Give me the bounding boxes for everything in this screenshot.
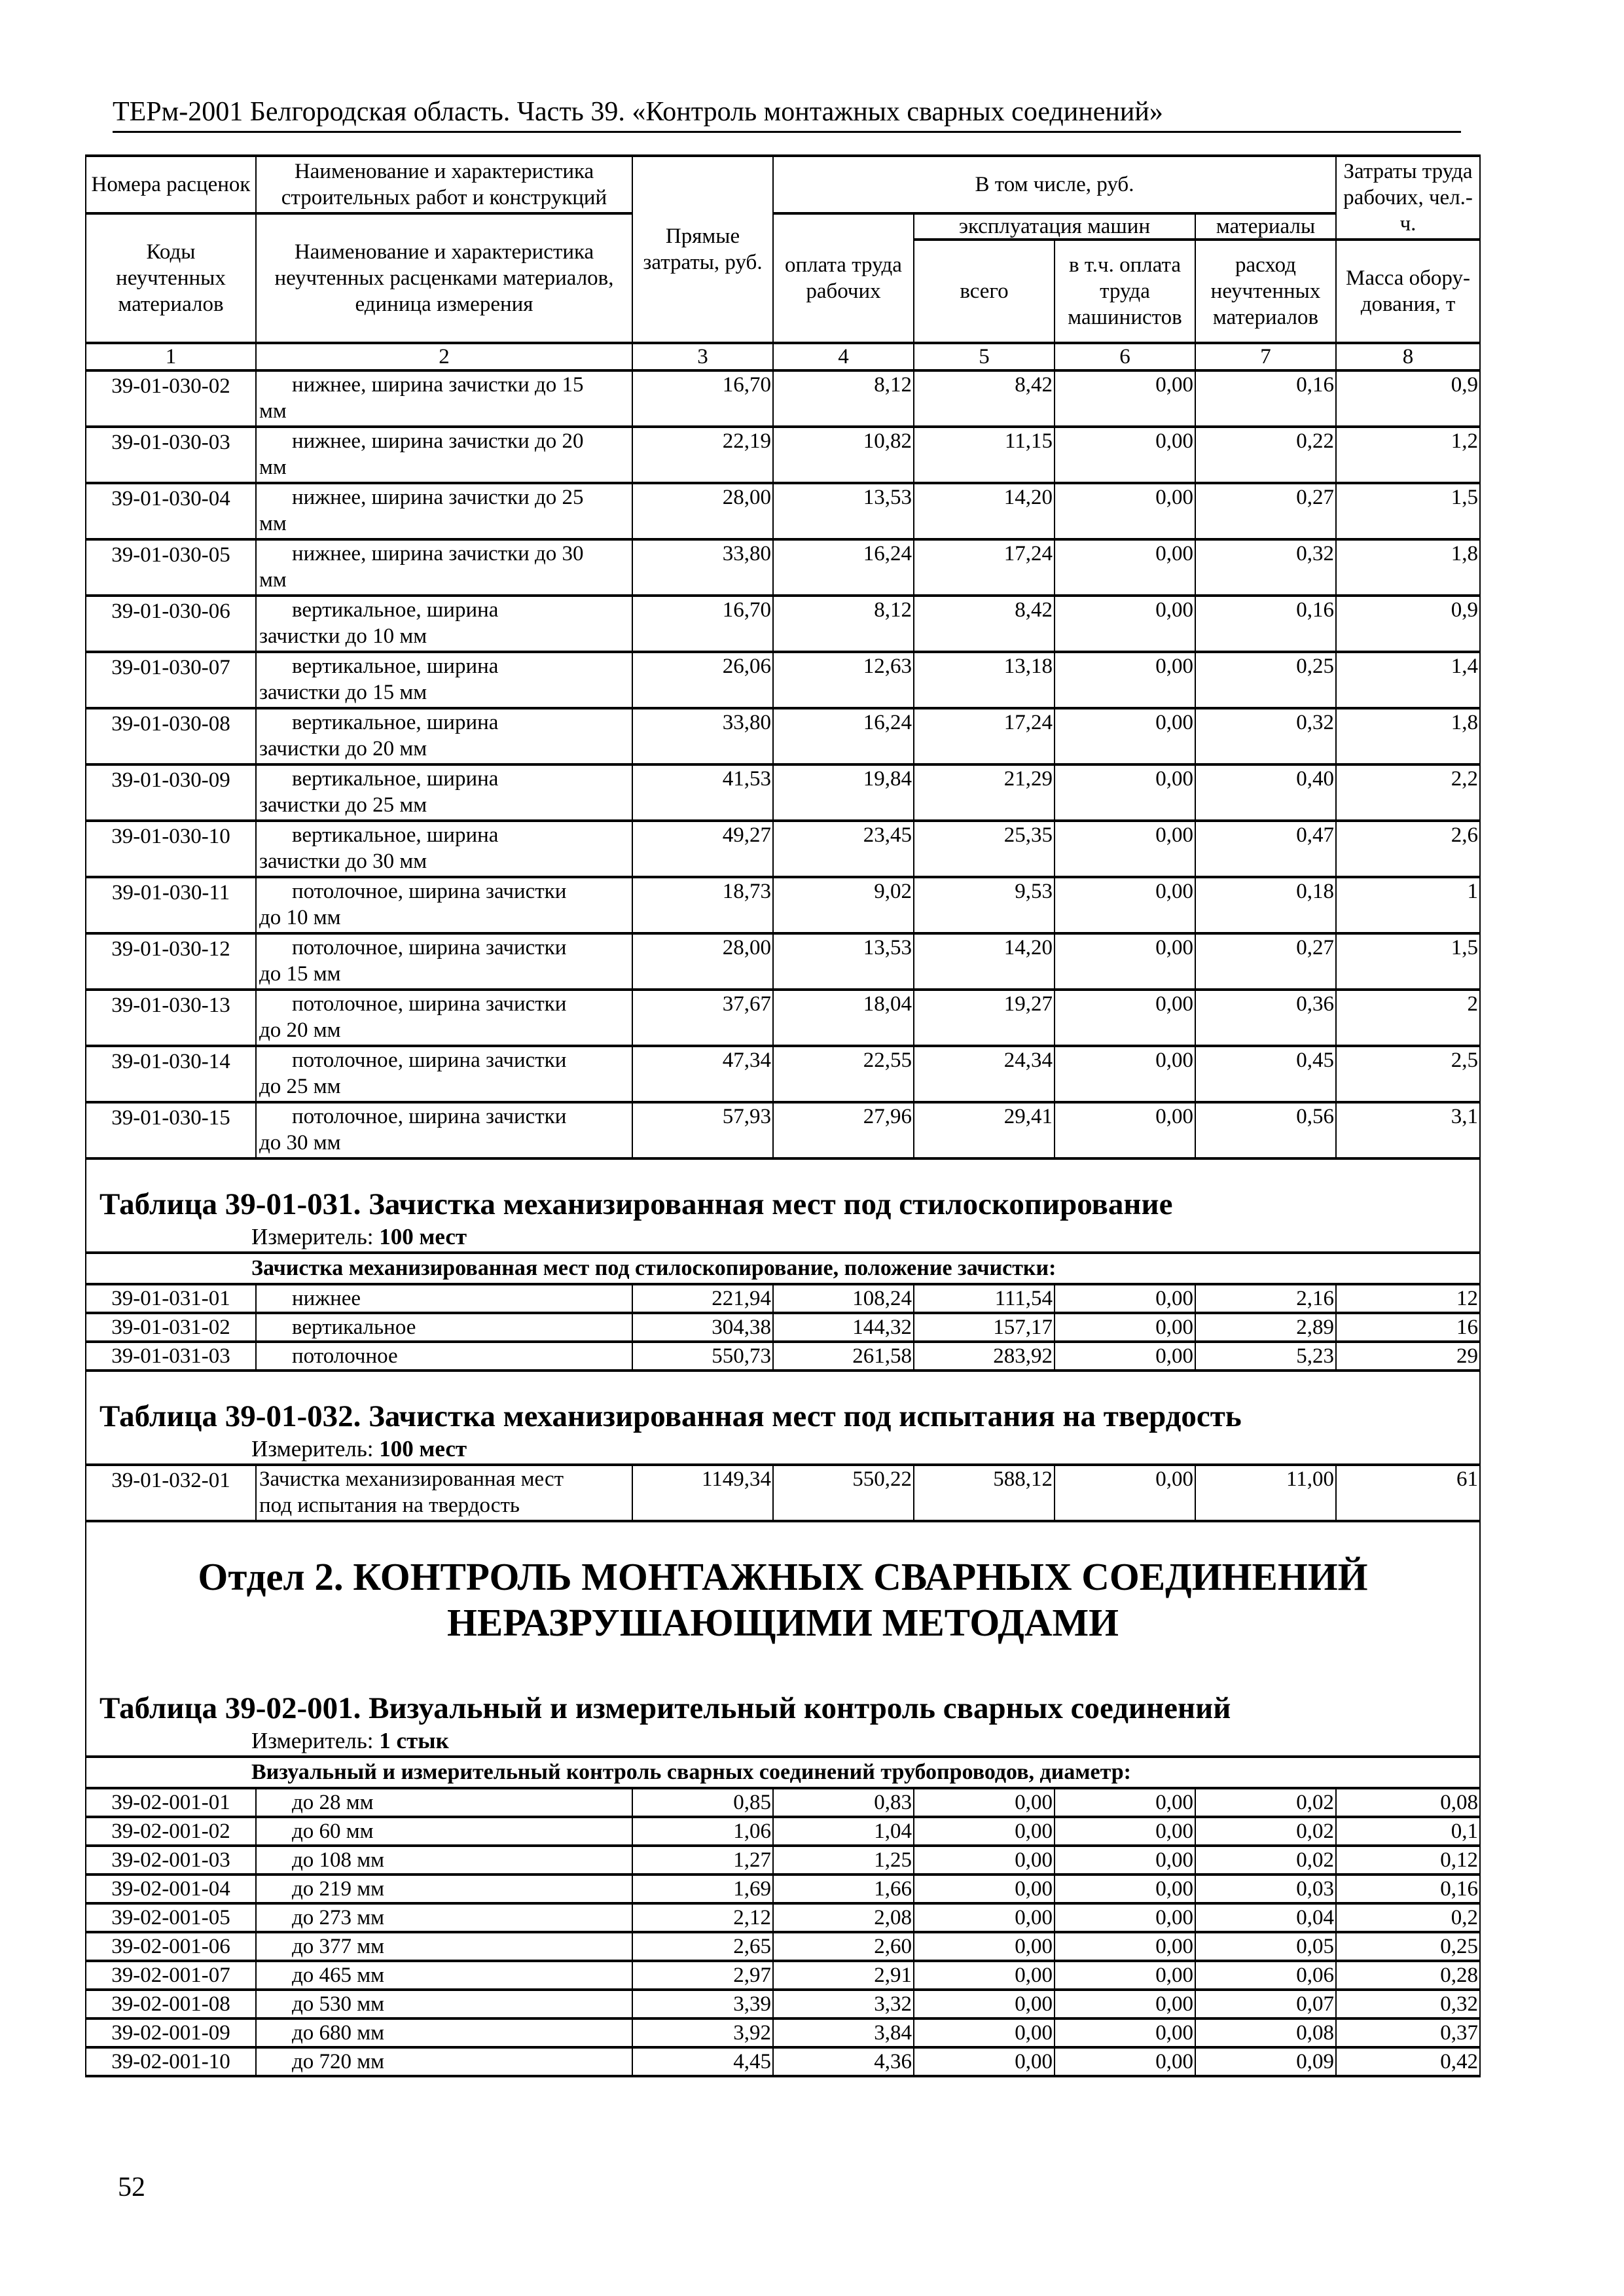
machines-operators-pay: 0,00	[1055, 1961, 1195, 1990]
group-heading: Визуальный и измерительный контроль сварных соединений трубопроводов, диаметр:	[86, 1757, 1480, 1788]
direct-costs: 18,73	[632, 877, 773, 933]
machines-total: 0,00	[914, 1990, 1055, 2018]
work-name: до 680 мм	[256, 2018, 632, 2047]
direct-costs: 22,19	[632, 427, 773, 483]
table-031-body	[86, 1284, 1480, 1371]
materials: 2,89	[1195, 1313, 1336, 1342]
rate-code: 39-02-001-04	[86, 1874, 256, 1903]
machines-total: 0,00	[914, 1846, 1055, 1874]
header-including: В том числе, руб.	[773, 156, 1336, 213]
direct-costs: 304,38	[632, 1313, 773, 1342]
work-name: вертикальное, ширина зачистки до 10 мм	[256, 596, 632, 652]
machines-operators-pay: 0,00	[1055, 1788, 1195, 1817]
direct-costs: 4,45	[632, 2047, 773, 2076]
work-name: вертикальное	[256, 1313, 632, 1342]
materials: 0,36	[1195, 990, 1336, 1046]
materials: 2,16	[1195, 1284, 1336, 1313]
table-row	[86, 539, 1480, 596]
machines-operators-pay: 0,00	[1055, 1465, 1195, 1521]
machines-operators-pay: 0,00	[1055, 1313, 1195, 1342]
rate-code: 39-01-030-11	[86, 877, 256, 933]
labor-costs: 2	[1336, 990, 1480, 1046]
table-title: Таблица 39-01-031. Зачистка механизированная мест под стилоскопирование	[99, 1187, 1173, 1221]
table-row	[86, 821, 1480, 877]
direct-costs: 3,92	[632, 2018, 773, 2047]
labor-costs: 2,2	[1336, 764, 1480, 821]
work-name: до 28 мм	[256, 1788, 632, 1817]
materials: 11,00	[1195, 1465, 1336, 1521]
direct-costs: 33,80	[632, 708, 773, 764]
machines-total: 19,27	[914, 990, 1055, 1046]
table-row	[86, 764, 1480, 821]
header-work-name: Наименование и характеристика строительных работ и конструкций	[256, 156, 632, 213]
machines-total: 24,34	[914, 1046, 1055, 1102]
table-row	[86, 2047, 1480, 2076]
workers-pay: 13,53	[773, 483, 914, 539]
workers-pay: 10,82	[773, 427, 914, 483]
table-row	[86, 1932, 1480, 1961]
machines-operators-pay: 0,00	[1055, 821, 1195, 877]
work-name: вертикальное, ширина зачистки до 30 мм	[256, 821, 632, 877]
table-row	[86, 652, 1480, 708]
labor-costs: 1,5	[1336, 483, 1480, 539]
meter: Измеритель: 100 мест	[251, 1224, 467, 1249]
work-name: до 108 мм	[256, 1846, 632, 1874]
section-title: Отдел 2. КОНТРОЛЬ МОНТАЖНЫХ СВАРНЫХ СОЕДИНЕНИЙ НЕРАЗРУШАЮЩИМИ МЕТОДАМИ	[198, 1555, 1368, 1644]
workers-pay: 9,02	[773, 877, 914, 933]
table-row	[86, 1342, 1480, 1371]
work-name: до 720 мм	[256, 2047, 632, 2076]
running-head: ТЕРм-2001 Белгородская область. Часть 39. «Контроль монтажных сварных соединений»	[113, 97, 1163, 127]
direct-costs: 2,97	[632, 1961, 773, 1990]
machines-operators-pay: 0,00	[1055, 1932, 1195, 1961]
machines-operators-pay: 0,00	[1055, 2047, 1195, 2076]
direct-costs: 16,70	[632, 370, 773, 427]
table-02-001-body	[86, 1788, 1480, 2076]
workers-pay: 27,96	[773, 1102, 914, 1158]
work-name: до 530 мм	[256, 1990, 632, 2018]
table-row	[86, 708, 1480, 764]
workers-pay: 22,55	[773, 1046, 914, 1102]
rate-code: 39-01-030-04	[86, 483, 256, 539]
rate-code: 39-01-030-12	[86, 933, 256, 990]
direct-costs: 37,67	[632, 990, 773, 1046]
labor-costs: 0,9	[1336, 370, 1480, 427]
machines-operators-pay: 0,00	[1055, 877, 1195, 933]
rate-code: 39-01-030-02	[86, 370, 256, 427]
table-header	[86, 156, 1480, 370]
table-row	[86, 1313, 1480, 1342]
direct-costs: 2,65	[632, 1932, 773, 1961]
labor-costs: 1,2	[1336, 427, 1480, 483]
column-number: 2	[256, 343, 632, 370]
table-title: Таблица 39-02-001. Визуальный и измерительный контроль сварных соединений	[99, 1691, 1231, 1725]
machines-total: 29,41	[914, 1102, 1055, 1158]
rate-code: 39-01-032-01	[86, 1465, 256, 1521]
rate-code: 39-01-030-13	[86, 990, 256, 1046]
machines-operators-pay: 0,00	[1055, 483, 1195, 539]
work-name: потолочное	[256, 1342, 632, 1371]
machines-operators-pay: 0,00	[1055, 990, 1195, 1046]
table-row	[86, 1961, 1480, 1990]
materials: 0,05	[1195, 1932, 1336, 1961]
machines-operators-pay: 0,00	[1055, 764, 1195, 821]
rate-code: 39-02-001-09	[86, 2018, 256, 2047]
materials: 0,07	[1195, 1990, 1336, 2018]
rate-code: 39-02-001-05	[86, 1903, 256, 1932]
direct-costs: 16,70	[632, 596, 773, 652]
rate-code: 39-02-001-06	[86, 1932, 256, 1961]
labor-costs: 16	[1336, 1313, 1480, 1342]
machines-total: 157,17	[914, 1313, 1055, 1342]
machines-total: 0,00	[914, 2018, 1055, 2047]
materials: 0,08	[1195, 2018, 1336, 2047]
workers-pay: 12,63	[773, 652, 914, 708]
machines-total: 0,00	[914, 1961, 1055, 1990]
machines-operators-pay: 0,00	[1055, 1990, 1195, 2018]
direct-costs: 3,39	[632, 1990, 773, 2018]
header-machines-total: всего	[914, 240, 1055, 343]
column-number: 7	[1195, 343, 1336, 370]
materials: 0,04	[1195, 1903, 1336, 1932]
machines-total: 8,42	[914, 596, 1055, 652]
work-name: потолочное, ширина зачистки до 15 мм	[256, 933, 632, 990]
machines-operators-pay: 0,00	[1055, 1846, 1195, 1874]
machines-operators-pay: 0,00	[1055, 1102, 1195, 1158]
rate-code: 39-01-030-10	[86, 821, 256, 877]
header-material-codes: Коды неучтенных материалов	[86, 213, 256, 343]
rate-code: 39-02-001-03	[86, 1846, 256, 1874]
labor-costs: 2,5	[1336, 1046, 1480, 1102]
direct-costs: 33,80	[632, 539, 773, 596]
machines-operators-pay: 0,00	[1055, 596, 1195, 652]
header-material-name: Наименование и характеристика неучтенных расценками материалов, единица измерения	[256, 213, 632, 343]
workers-pay: 3,84	[773, 2018, 914, 2047]
machines-total: 17,24	[914, 708, 1055, 764]
direct-costs: 26,06	[632, 652, 773, 708]
workers-pay: 16,24	[773, 539, 914, 596]
materials: 5,23	[1195, 1342, 1336, 1371]
table-row	[86, 1990, 1480, 2018]
table-row	[86, 1465, 1480, 1521]
materials: 0,56	[1195, 1102, 1336, 1158]
labor-costs: 1,4	[1336, 652, 1480, 708]
header-rate-numbers: Номера расценок	[86, 156, 256, 213]
labor-costs: 12	[1336, 1284, 1480, 1313]
column-number: 1	[86, 343, 256, 370]
rate-code: 39-01-030-09	[86, 764, 256, 821]
table-row	[86, 1846, 1480, 1874]
direct-costs: 1149,34	[632, 1465, 773, 1521]
work-name: потолочное, ширина зачистки до 10 мм	[256, 877, 632, 933]
machines-operators-pay: 0,00	[1055, 1874, 1195, 1903]
direct-costs: 57,93	[632, 1102, 773, 1158]
table-row	[86, 427, 1480, 483]
rate-code: 39-02-001-01	[86, 1788, 256, 1817]
workers-pay: 0,83	[773, 1788, 914, 1817]
machines-total: 8,42	[914, 370, 1055, 427]
direct-costs: 550,73	[632, 1342, 773, 1371]
labor-costs: 2,6	[1336, 821, 1480, 877]
column-number: 6	[1055, 343, 1195, 370]
materials: 0,06	[1195, 1961, 1336, 1990]
workers-pay: 13,53	[773, 933, 914, 990]
machines-operators-pay: 0,00	[1055, 933, 1195, 990]
workers-pay: 8,12	[773, 370, 914, 427]
direct-costs: 28,00	[632, 483, 773, 539]
running-head-rule	[113, 131, 1461, 133]
labor-costs: 0,12	[1336, 1846, 1480, 1874]
rates-sheet	[85, 154, 1479, 2077]
table-row	[86, 1284, 1480, 1313]
labor-costs: 1,8	[1336, 708, 1480, 764]
workers-pay: 261,58	[773, 1342, 914, 1371]
machines-total: 9,53	[914, 877, 1055, 933]
header-direct-costs: Прямые затраты, руб.	[632, 156, 773, 343]
column-number: 4	[773, 343, 914, 370]
workers-pay: 16,24	[773, 708, 914, 764]
work-name: до 377 мм	[256, 1932, 632, 1961]
table-row	[86, 1817, 1480, 1846]
table-row	[86, 596, 1480, 652]
machines-total: 588,12	[914, 1465, 1055, 1521]
direct-costs: 1,27	[632, 1846, 773, 1874]
machines-operators-pay: 0,00	[1055, 370, 1195, 427]
workers-pay: 4,36	[773, 2047, 914, 2076]
machines-total: 11,15	[914, 427, 1055, 483]
header-materials-unaccounted: расход неучтенных материалов	[1195, 240, 1336, 343]
table-title: Таблица 39-01-032. Зачистка механизированная мест под испытания на твердость	[99, 1399, 1242, 1433]
meter: Измеритель: 1 стык	[251, 1728, 449, 1753]
rate-code: 39-01-030-15	[86, 1102, 256, 1158]
table-row	[86, 1788, 1480, 1817]
workers-pay: 23,45	[773, 821, 914, 877]
workers-pay: 19,84	[773, 764, 914, 821]
table-row	[86, 370, 1480, 427]
labor-costs: 1,8	[1336, 539, 1480, 596]
materials: 0,02	[1195, 1788, 1336, 1817]
work-name: до 60 мм	[256, 1817, 632, 1846]
materials: 0,22	[1195, 427, 1336, 483]
materials: 0,32	[1195, 539, 1336, 596]
work-name: нижнее	[256, 1284, 632, 1313]
labor-costs: 61	[1336, 1465, 1480, 1521]
machines-total: 25,35	[914, 821, 1055, 877]
labor-costs: 0,9	[1336, 596, 1480, 652]
column-number: 8	[1336, 343, 1480, 370]
labor-costs: 0,25	[1336, 1932, 1480, 1961]
rate-code: 39-01-030-08	[86, 708, 256, 764]
work-name: до 273 мм	[256, 1903, 632, 1932]
machines-total: 0,00	[914, 1932, 1055, 1961]
table-030-body	[86, 370, 1480, 1158]
direct-costs: 41,53	[632, 764, 773, 821]
machines-total: 0,00	[914, 2047, 1055, 2076]
column-numbers-row	[86, 343, 1480, 370]
table-row	[86, 877, 1480, 933]
workers-pay: 8,12	[773, 596, 914, 652]
machines-total: 21,29	[914, 764, 1055, 821]
table-032-body	[86, 1465, 1480, 1521]
materials: 0,25	[1195, 652, 1336, 708]
header-machines-operators: в т.ч. оплата труда машинистов	[1055, 240, 1195, 343]
materials: 0,16	[1195, 370, 1336, 427]
machines-total: 111,54	[914, 1284, 1055, 1313]
workers-pay: 144,32	[773, 1313, 914, 1342]
machines-operators-pay: 0,00	[1055, 2018, 1195, 2047]
rate-code: 39-01-030-07	[86, 652, 256, 708]
machines-operators-pay: 0,00	[1055, 539, 1195, 596]
workers-pay: 550,22	[773, 1465, 914, 1521]
table-row	[86, 1874, 1480, 1903]
page-number: 52	[118, 2172, 145, 2202]
labor-costs: 0,2	[1336, 1903, 1480, 1932]
labor-costs: 0,08	[1336, 1788, 1480, 1817]
rate-code: 39-01-030-03	[86, 427, 256, 483]
rate-code: 39-01-030-14	[86, 1046, 256, 1102]
rates-table	[85, 154, 1481, 2077]
section-2-caption	[86, 1521, 1480, 1788]
labor-costs: 0,37	[1336, 2018, 1480, 2047]
machines-total: 13,18	[914, 652, 1055, 708]
labor-costs: 0,42	[1336, 2047, 1480, 2076]
machines-operators-pay: 0,00	[1055, 1817, 1195, 1846]
labor-costs: 0,28	[1336, 1961, 1480, 1990]
column-number: 3	[632, 343, 773, 370]
machines-total: 0,00	[914, 1817, 1055, 1846]
machines-total: 283,92	[914, 1342, 1055, 1371]
work-name: до 465 мм	[256, 1961, 632, 1990]
materials: 0,27	[1195, 483, 1336, 539]
direct-costs: 1,69	[632, 1874, 773, 1903]
materials: 0,09	[1195, 2047, 1336, 2076]
group-heading: Зачистка механизированная мест под стилоскопирование, положение зачистки:	[86, 1253, 1480, 1284]
table-row	[86, 2018, 1480, 2047]
column-number: 5	[914, 343, 1055, 370]
materials: 0,27	[1195, 933, 1336, 990]
table-row	[86, 1102, 1480, 1158]
work-name: потолочное, ширина зачистки до 25 мм	[256, 1046, 632, 1102]
machines-total: 0,00	[914, 1874, 1055, 1903]
header-workers-pay: оплата труда рабочих	[773, 213, 914, 343]
rate-code: 39-01-030-06	[86, 596, 256, 652]
workers-pay: 2,60	[773, 1932, 914, 1961]
workers-pay: 3,32	[773, 1990, 914, 2018]
machines-total: 14,20	[914, 933, 1055, 990]
work-name: вертикальное, ширина зачистки до 25 мм	[256, 764, 632, 821]
rate-code: 39-02-001-08	[86, 1990, 256, 2018]
rate-code: 39-01-031-03	[86, 1342, 256, 1371]
materials: 0,02	[1195, 1846, 1336, 1874]
materials: 0,45	[1195, 1046, 1336, 1102]
materials: 0,02	[1195, 1817, 1336, 1846]
header-labor: Затраты труда рабочих, чел.-ч.	[1336, 156, 1480, 240]
direct-costs: 47,34	[632, 1046, 773, 1102]
direct-costs: 28,00	[632, 933, 773, 990]
work-name: нижнее, ширина зачистки до 25 мм	[256, 483, 632, 539]
materials: 0,40	[1195, 764, 1336, 821]
table-031-caption	[86, 1158, 1480, 1284]
rate-code: 39-01-031-02	[86, 1313, 256, 1342]
table-row	[86, 483, 1480, 539]
machines-operators-pay: 0,00	[1055, 652, 1195, 708]
table-row	[86, 990, 1480, 1046]
machines-total: 0,00	[914, 1903, 1055, 1932]
table-row	[86, 1046, 1480, 1102]
rate-code: 39-01-031-01	[86, 1284, 256, 1313]
materials: 0,03	[1195, 1874, 1336, 1903]
direct-costs: 1,06	[632, 1817, 773, 1846]
labor-costs: 1,5	[1336, 933, 1480, 990]
direct-costs: 2,12	[632, 1903, 773, 1932]
direct-costs: 221,94	[632, 1284, 773, 1313]
workers-pay: 1,66	[773, 1874, 914, 1903]
meter: Измеритель: 100 мест	[251, 1436, 467, 1462]
rate-code: 39-02-001-07	[86, 1961, 256, 1990]
work-name: потолочное, ширина зачистки до 20 мм	[256, 990, 632, 1046]
direct-costs: 0,85	[632, 1788, 773, 1817]
work-name: вертикальное, ширина зачистки до 20 мм	[256, 708, 632, 764]
direct-costs: 49,27	[632, 821, 773, 877]
materials: 0,18	[1195, 877, 1336, 933]
labor-costs: 29	[1336, 1342, 1480, 1371]
machines-operators-pay: 0,00	[1055, 1284, 1195, 1313]
machines-total: 14,20	[914, 483, 1055, 539]
header-equipment-mass: Масса обору-дования, т	[1336, 240, 1480, 343]
materials: 0,16	[1195, 596, 1336, 652]
work-name: Зачистка механизированная мест под испытания на твердость	[256, 1465, 632, 1521]
machines-operators-pay: 0,00	[1055, 708, 1195, 764]
labor-costs: 1	[1336, 877, 1480, 933]
work-name: до 219 мм	[256, 1874, 632, 1903]
machines-operators-pay: 0,00	[1055, 1046, 1195, 1102]
workers-pay: 18,04	[773, 990, 914, 1046]
workers-pay: 2,91	[773, 1961, 914, 1990]
work-name: потолочное, ширина зачистки до 30 мм	[256, 1102, 632, 1158]
workers-pay: 1,04	[773, 1817, 914, 1846]
header-machines: эксплуатация машин	[914, 213, 1195, 240]
labor-costs: 0,1	[1336, 1817, 1480, 1846]
rate-code: 39-01-030-05	[86, 539, 256, 596]
table-row	[86, 933, 1480, 990]
work-name: нижнее, ширина зачистки до 30 мм	[256, 539, 632, 596]
workers-pay: 108,24	[773, 1284, 914, 1313]
machines-operators-pay: 0,00	[1055, 1342, 1195, 1371]
machines-total: 17,24	[914, 539, 1055, 596]
workers-pay: 2,08	[773, 1903, 914, 1932]
materials: 0,32	[1195, 708, 1336, 764]
work-name: нижнее, ширина зачистки до 15 мм	[256, 370, 632, 427]
labor-costs: 0,32	[1336, 1990, 1480, 2018]
machines-operators-pay: 0,00	[1055, 427, 1195, 483]
rate-code: 39-02-001-02	[86, 1817, 256, 1846]
work-name: вертикальное, ширина зачистки до 15 мм	[256, 652, 632, 708]
work-name: нижнее, ширина зачистки до 20 мм	[256, 427, 632, 483]
table-032-caption	[86, 1371, 1480, 1465]
machines-operators-pay: 0,00	[1055, 1903, 1195, 1932]
labor-costs: 0,16	[1336, 1874, 1480, 1903]
workers-pay: 1,25	[773, 1846, 914, 1874]
machines-total: 0,00	[914, 1788, 1055, 1817]
materials: 0,47	[1195, 821, 1336, 877]
rate-code: 39-02-001-10	[86, 2047, 256, 2076]
labor-costs: 3,1	[1336, 1102, 1480, 1158]
header-materials: материалы	[1195, 213, 1336, 240]
table-row	[86, 1903, 1480, 1932]
